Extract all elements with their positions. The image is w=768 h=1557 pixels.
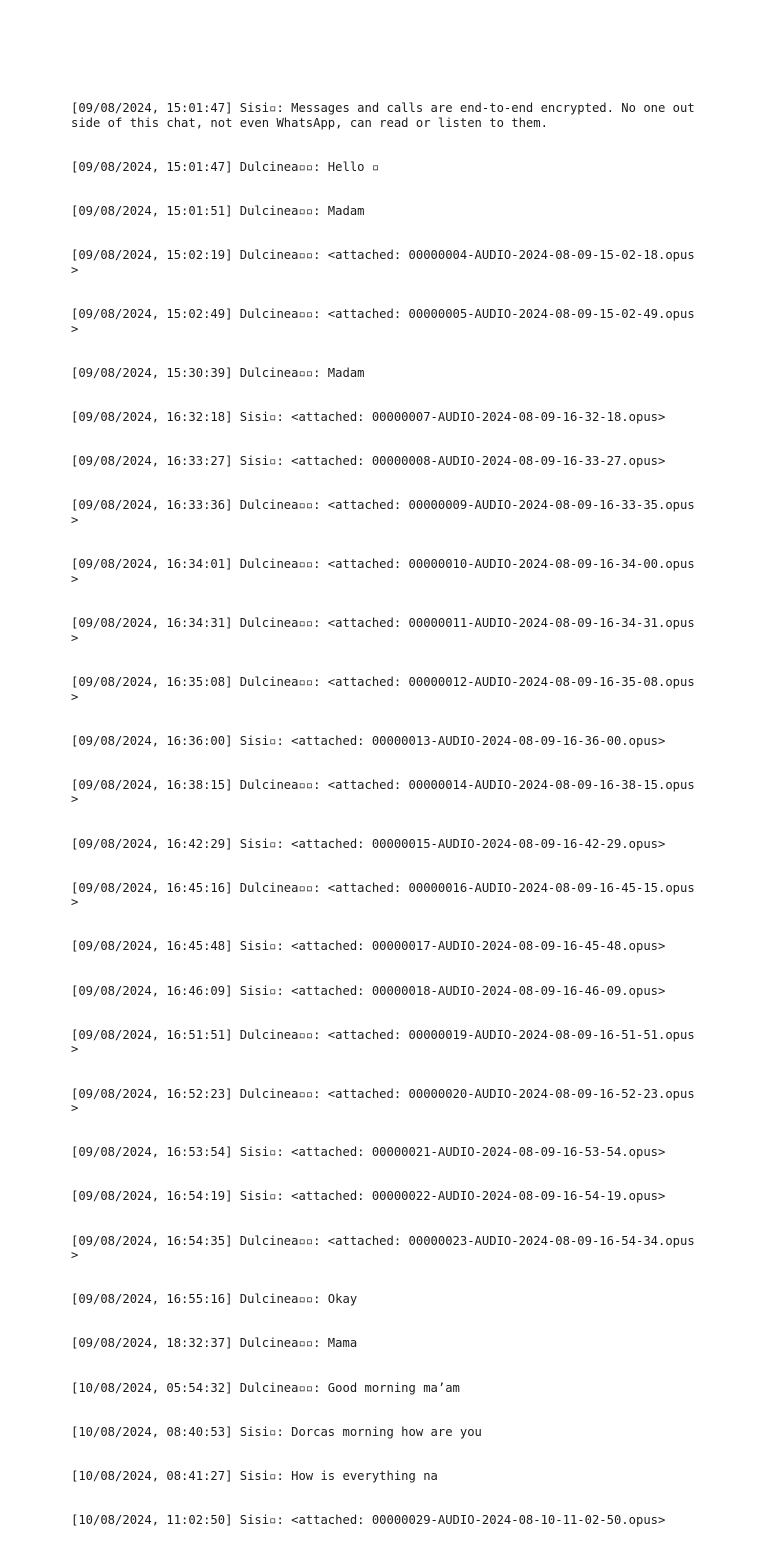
chat-message: [09/08/2024, 18:32:37] Dulcinea▫▫: Mama xyxy=(71,1336,358,1351)
chat-message: [10/08/2024, 08:40:53] Sisi▫: Dorcas morning how are you xyxy=(71,1424,482,1439)
chat-message: [09/08/2024, 16:52:23] Dulcinea▫▫: <attached: 00000020-AUDIO-2024-08-09-16-52-23.opus> xyxy=(71,1086,695,1116)
chat-message: [09/08/2024, 15:01:47] Dulcinea▫▫: Hello ▫ xyxy=(71,160,380,175)
chat-message: [10/08/2024, 11:02:50] Sisi▫: <attached: 00000029-AUDIO-2024-08-10-11-02-50.opus> xyxy=(71,1512,666,1527)
chat-message: [09/08/2024, 16:38:15] Dulcinea▫▫: <attached: 00000014-AUDIO-2024-08-09-16-38-15.opus> xyxy=(71,777,695,807)
chat-message: [10/08/2024, 05:54:32] Dulcinea▫▫: Good morning ma’am xyxy=(71,1380,460,1395)
chat-message: [09/08/2024, 16:42:29] Sisi▫: <attached: 00000015-AUDIO-2024-08-09-16-42-29.opus> xyxy=(71,836,666,851)
chat-message: [09/08/2024, 16:53:54] Sisi▫: <attached: 00000021-AUDIO-2024-08-09-16-53-54.opus> xyxy=(71,1145,666,1160)
chat-message: [09/08/2024, 16:34:01] Dulcinea▫▫: <attached: 00000010-AUDIO-2024-08-09-16-34-00.opus> xyxy=(71,557,695,586)
chat-message: [09/08/2024, 16:33:36] Dulcinea▫▫: <attached: 00000009-AUDIO-2024-08-09-16-33-35.opus> xyxy=(71,498,695,528)
chat-message: [09/08/2024, 16:46:09] Sisi▫: <attached: 00000018-AUDIO-2024-08-09-16-46-09.opus> xyxy=(71,983,666,998)
chat-message: [09/08/2024, 15:01:51] Dulcinea▫▫: Madam xyxy=(71,204,365,219)
chat-message: [09/08/2024, 16:34:31] Dulcinea▫▫: <attached: 00000011-AUDIO-2024-08-09-16-34-31.opus> xyxy=(71,616,695,645)
chat-message: [10/08/2024, 08:41:27] Sisi▫: How is everything na xyxy=(71,1468,438,1483)
chat-message: [09/08/2024, 15:02:49] Dulcinea▫▫: <attached: 00000005-AUDIO-2024-08-09-15-02-49.opus> xyxy=(71,307,695,336)
chat-message: [09/08/2024, 16:54:19] Sisi▫: <attached: 00000022-AUDIO-2024-08-09-16-54-19.opus> xyxy=(71,1189,666,1204)
chat-message: [09/08/2024, 16:51:51] Dulcinea▫▫: <attached: 00000019-AUDIO-2024-08-09-16-51-51.opus> xyxy=(71,1027,695,1057)
chat-transcript xyxy=(71,72,697,1557)
chat-message: [09/08/2024, 16:36:00] Sisi▫: <attached: 00000013-AUDIO-2024-08-09-16-36-00.opus> xyxy=(71,733,666,748)
chat-message: [09/08/2024, 16:45:16] Dulcinea▫▫: <attached: 00000016-AUDIO-2024-08-09-16-45-15.opus> xyxy=(71,880,695,910)
chat-message: [09/08/2024, 16:45:48] Sisi▫: <attached: 00000017-AUDIO-2024-08-09-16-45-48.opus> xyxy=(71,939,666,954)
chat-message: [09/08/2024, 15:30:39] Dulcinea▫▫: Madam xyxy=(71,366,365,381)
chat-message: [09/08/2024, 16:35:08] Dulcinea▫▫: <attached: 00000012-AUDIO-2024-08-09-16-35-08.opus> xyxy=(71,674,695,704)
chat-message: [09/08/2024, 16:54:35] Dulcinea▫▫: <attached: 00000023-AUDIO-2024-08-09-16-54-34.opus> xyxy=(71,1233,695,1263)
chat-message: [09/08/2024, 15:01:47] Sisi▫: Messages and calls are end-to-end encrypted. No one outside of this chat, not even WhatsApp, can read or listen to them. xyxy=(71,101,695,131)
chat-message: [09/08/2024, 16:32:18] Sisi▫: <attached: 00000007-AUDIO-2024-08-09-16-32-18.opus> xyxy=(71,410,666,425)
chat-message: [09/08/2024, 16:55:16] Dulcinea▫▫: Okay xyxy=(71,1292,358,1307)
chat-message: [09/08/2024, 15:02:19] Dulcinea▫▫: <attached: 00000004-AUDIO-2024-08-09-15-02-18.opus> xyxy=(71,248,695,278)
chat-message: [09/08/2024, 16:33:27] Sisi▫: <attached: 00000008-AUDIO-2024-08-09-16-33-27.opus> xyxy=(71,454,666,469)
